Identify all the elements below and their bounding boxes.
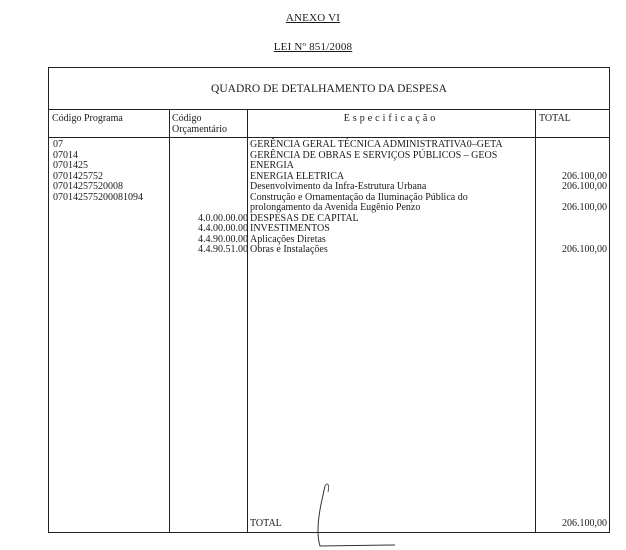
column-header-total: TOTAL [539,113,571,124]
table-row-program: 0701425 [53,160,88,171]
table-row-spec: Obras e Instalações [250,244,328,255]
column-header-specification: Especificação [343,113,439,124]
table-title: QUADRO DE DETALHAMENTO DA DESPESA [49,68,609,110]
table-row-spec: Desenvolvimento da Infra-Estrutura Urbana [250,181,427,192]
column-header-program-code: Código Programa [52,113,123,124]
table-row-spec: ENERGIA ELETRICA [250,170,345,182]
table-row-spec: INVESTIMENTOS [250,223,330,234]
header-divider [49,137,609,138]
table-row-total: 206.100,00 [562,170,607,182]
table-row-spec: GERÊNCIA GERAL TÉCNICA ADMINISTRATIVA0–GETA [250,139,503,150]
table-row-spec: Construção e Ornamentação da Iluminação Pública do [250,191,468,203]
annex-heading: ANEXO VI [285,12,341,24]
table-row-total: 206.100,00 [562,244,607,255]
column-header-budget-code [169,110,247,137]
table-row-program: 0701425752 [53,170,103,182]
table-row-program: 07014 [53,149,78,161]
table-row-program: 07014257520008 [53,181,123,192]
column-header-budget-code-line2: Orçamentário [172,124,227,135]
table-row-spec: GERÊNCIA DE OBRAS E SERVIÇOS PÚBLICOS – GEOS [250,149,498,161]
table-row-budget: 4.4.90.00.00 [198,233,248,245]
table-row-spec: prolongamento da Avenida Eugênio Penzo [250,202,421,213]
table-row-spec: Aplicações Diretas [250,233,326,245]
expense-detail-table [48,67,610,533]
column-divider [169,110,170,532]
column-header-budget-code-line1: Código [172,113,202,124]
table-row-budget: 4.0.00.00.00 [198,212,248,224]
table-row-spec: DESPESAS DE CAPITAL [250,212,359,224]
law-heading: LEI Nº 851/2008 [273,41,353,53]
table-row-budget: 4.4.00.00.00 [198,223,248,234]
table-row-program: 07 [53,139,63,150]
column-divider [535,110,536,532]
table-row-budget: 4.4.90.51.00 [198,244,248,255]
table-row-spec: ENERGIA [250,160,294,171]
footer-total-value: 206.100,00 [562,518,607,529]
table-row-total: 206.100,00 [562,202,607,213]
footer-total-label: TOTAL [250,518,282,529]
table-row-program: 070142575200081094 [53,191,143,203]
table-row-total: 206.100,00 [562,181,607,192]
column-divider [247,110,248,532]
